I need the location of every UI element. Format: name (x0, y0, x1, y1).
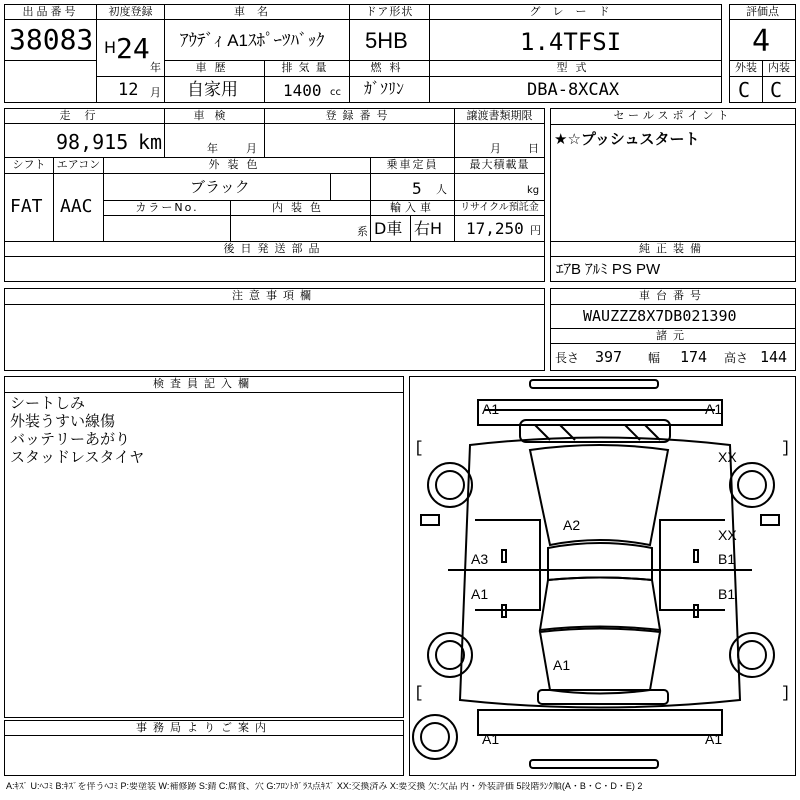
width-label: 幅 (648, 351, 661, 365)
transfer-day-unit: 日 (528, 142, 539, 155)
recycle-label: リサイクル預託金 (454, 200, 545, 216)
exterior-color: ブラック (190, 178, 250, 196)
color-label: 外装色 (103, 157, 371, 174)
recycle-unit: 円 (530, 224, 541, 237)
door-type: 5HB (365, 28, 408, 53)
sales-point-text: ★☆プッシュスタート (554, 130, 700, 148)
score: 4 (752, 24, 771, 59)
car-name: ｱｳﾃﾞｨ A1ｽﾎﾟｰﾂﾊﾞｯｸ (180, 31, 325, 50)
load-unit: kg (527, 185, 540, 196)
interior-color-label: 内装色 (230, 200, 371, 216)
height: 144 (760, 348, 788, 366)
mark-left-rear-door: A1 (471, 586, 489, 602)
inspection-month-unit: 月 (246, 142, 257, 155)
capacity-label: 乗車定員 (370, 157, 455, 174)
reg-year-unit: 年 (150, 61, 161, 74)
mileage-label: 走行 (4, 108, 165, 124)
lot-label: 出品番号 (4, 4, 97, 20)
fuel-label: 燃料 (349, 60, 430, 77)
recycle: 17,250 (466, 219, 524, 238)
inspector-line-1: シートしみ (10, 394, 86, 412)
equipment-text: ｴｱB ｱﾙﾐ PS PW (556, 261, 661, 278)
inspector-line-4: スタッドレスタイヤ (10, 448, 145, 466)
shift-label: シフト (4, 157, 54, 174)
history: 自家用 (187, 80, 238, 100)
door-label: ドア形状 (349, 4, 430, 20)
chassis-label: 車台番号 (550, 288, 796, 305)
exterior-grade-label: 外装 (729, 60, 763, 77)
notes-label: 注意事項欄 (4, 288, 545, 305)
ac: AAC (60, 196, 93, 217)
mark-right-front-door: XX (718, 527, 737, 543)
inspector-line-3: バッテリーあがり (10, 430, 131, 448)
length: 397 (595, 348, 623, 366)
interior-grade-label: 内装 (762, 60, 796, 77)
mark-rear-right: A1 (705, 731, 723, 747)
lot-number: 38083 (9, 23, 94, 56)
shift: FAT (10, 196, 43, 217)
mark-right-front-tire: XX (718, 449, 737, 465)
inspection-label: 車検 (164, 108, 265, 124)
svg-text:]: ] (781, 684, 791, 702)
model: DBA-8XCAX (527, 80, 620, 100)
regno-label: 登録番号 (264, 108, 455, 124)
grade: 1.4TFSI (520, 28, 622, 56)
mark-trunk: A1 (553, 657, 571, 673)
reg-year: 24 (116, 32, 150, 65)
car-name-label: 車名 (164, 4, 350, 20)
svg-text:]: ] (781, 439, 791, 457)
exterior-grade: C (738, 78, 751, 102)
displacement-label: 排気量 (264, 60, 350, 77)
color-no-label: カラーNo. (103, 200, 231, 216)
displacement: 1400 (283, 81, 322, 100)
interior-color-suffix: 系 (357, 225, 368, 238)
mark-right-front-door-2: B1 (718, 551, 736, 567)
footer-legend: A:ｷｽﾞ U:ﾍｺﾐ B:ｷｽﾞを伴うﾍｺﾐ P:要塗装 W:補修跡 S:錆 C:腐食、穴 G:ﾌﾛﾝﾄｶﾞﾗｽ点ｷｽﾞ XX:交換済み X:要交換 欠:欠品 内・外装評価 5段階ﾗﾝｸ順(A・B・C・D・E) 2 (6, 782, 643, 791)
reg-month: 12 (118, 80, 139, 100)
import-type: D車 (374, 219, 403, 238)
later-parts-label: 後日発送部品 (4, 241, 545, 257)
mark-bonnet: A2 (563, 517, 581, 533)
office-label: 事務局よりご案内 (4, 720, 404, 736)
first-reg-label: 初度登録 (96, 4, 165, 20)
reg-era: H (104, 38, 117, 57)
steering: 右H (414, 219, 443, 238)
mileage-unit: km (138, 130, 163, 154)
interior-grade: C (770, 78, 783, 102)
reg-month-unit: 月 (150, 86, 161, 99)
import-label: 輸入車 (370, 200, 455, 216)
width: 174 (680, 348, 708, 366)
height-label: 高さ (724, 351, 749, 365)
capacity-unit: 人 (436, 183, 447, 196)
model-label: 型式 (429, 60, 722, 77)
mark-right-rear-door: B1 (718, 586, 736, 602)
load-label: 最大積載量 (454, 157, 545, 174)
ac-label: エアコン (53, 157, 104, 174)
svg-text:[: [ (414, 439, 424, 457)
transfer-label: 譲渡書類期限 (454, 108, 545, 124)
spec-label: 諸元 (550, 328, 796, 344)
transfer-month-unit: 月 (490, 142, 501, 155)
sales-point-label: セールスポイント (550, 108, 796, 125)
score-label: 評価点 (729, 4, 796, 20)
inspector-line-2: 外装うすい線傷 (10, 412, 116, 430)
history-label: 車歴 (164, 60, 265, 77)
displacement-unit: cc (330, 87, 341, 98)
mark-left-front-door: A3 (471, 551, 489, 567)
mark-front-right: A1 (705, 401, 723, 417)
fuel: ｶﾞｿﾘﾝ (364, 81, 405, 98)
equipment-label: 純正装備 (550, 241, 796, 257)
capacity: 5 (412, 179, 422, 198)
grade-label: グレード (429, 4, 722, 20)
mark-front-left: A1 (482, 401, 500, 417)
inspection-year-unit: 年 (207, 142, 218, 155)
mileage: 98,915 (56, 130, 129, 154)
chassis-number: WAUZZZ8X7DB021390 (583, 307, 737, 325)
mark-rear-left: A1 (482, 731, 500, 747)
length-label: 長さ (555, 351, 580, 365)
inspector-label: 検査員記入欄 (4, 376, 404, 393)
svg-text:[: [ (414, 684, 424, 702)
